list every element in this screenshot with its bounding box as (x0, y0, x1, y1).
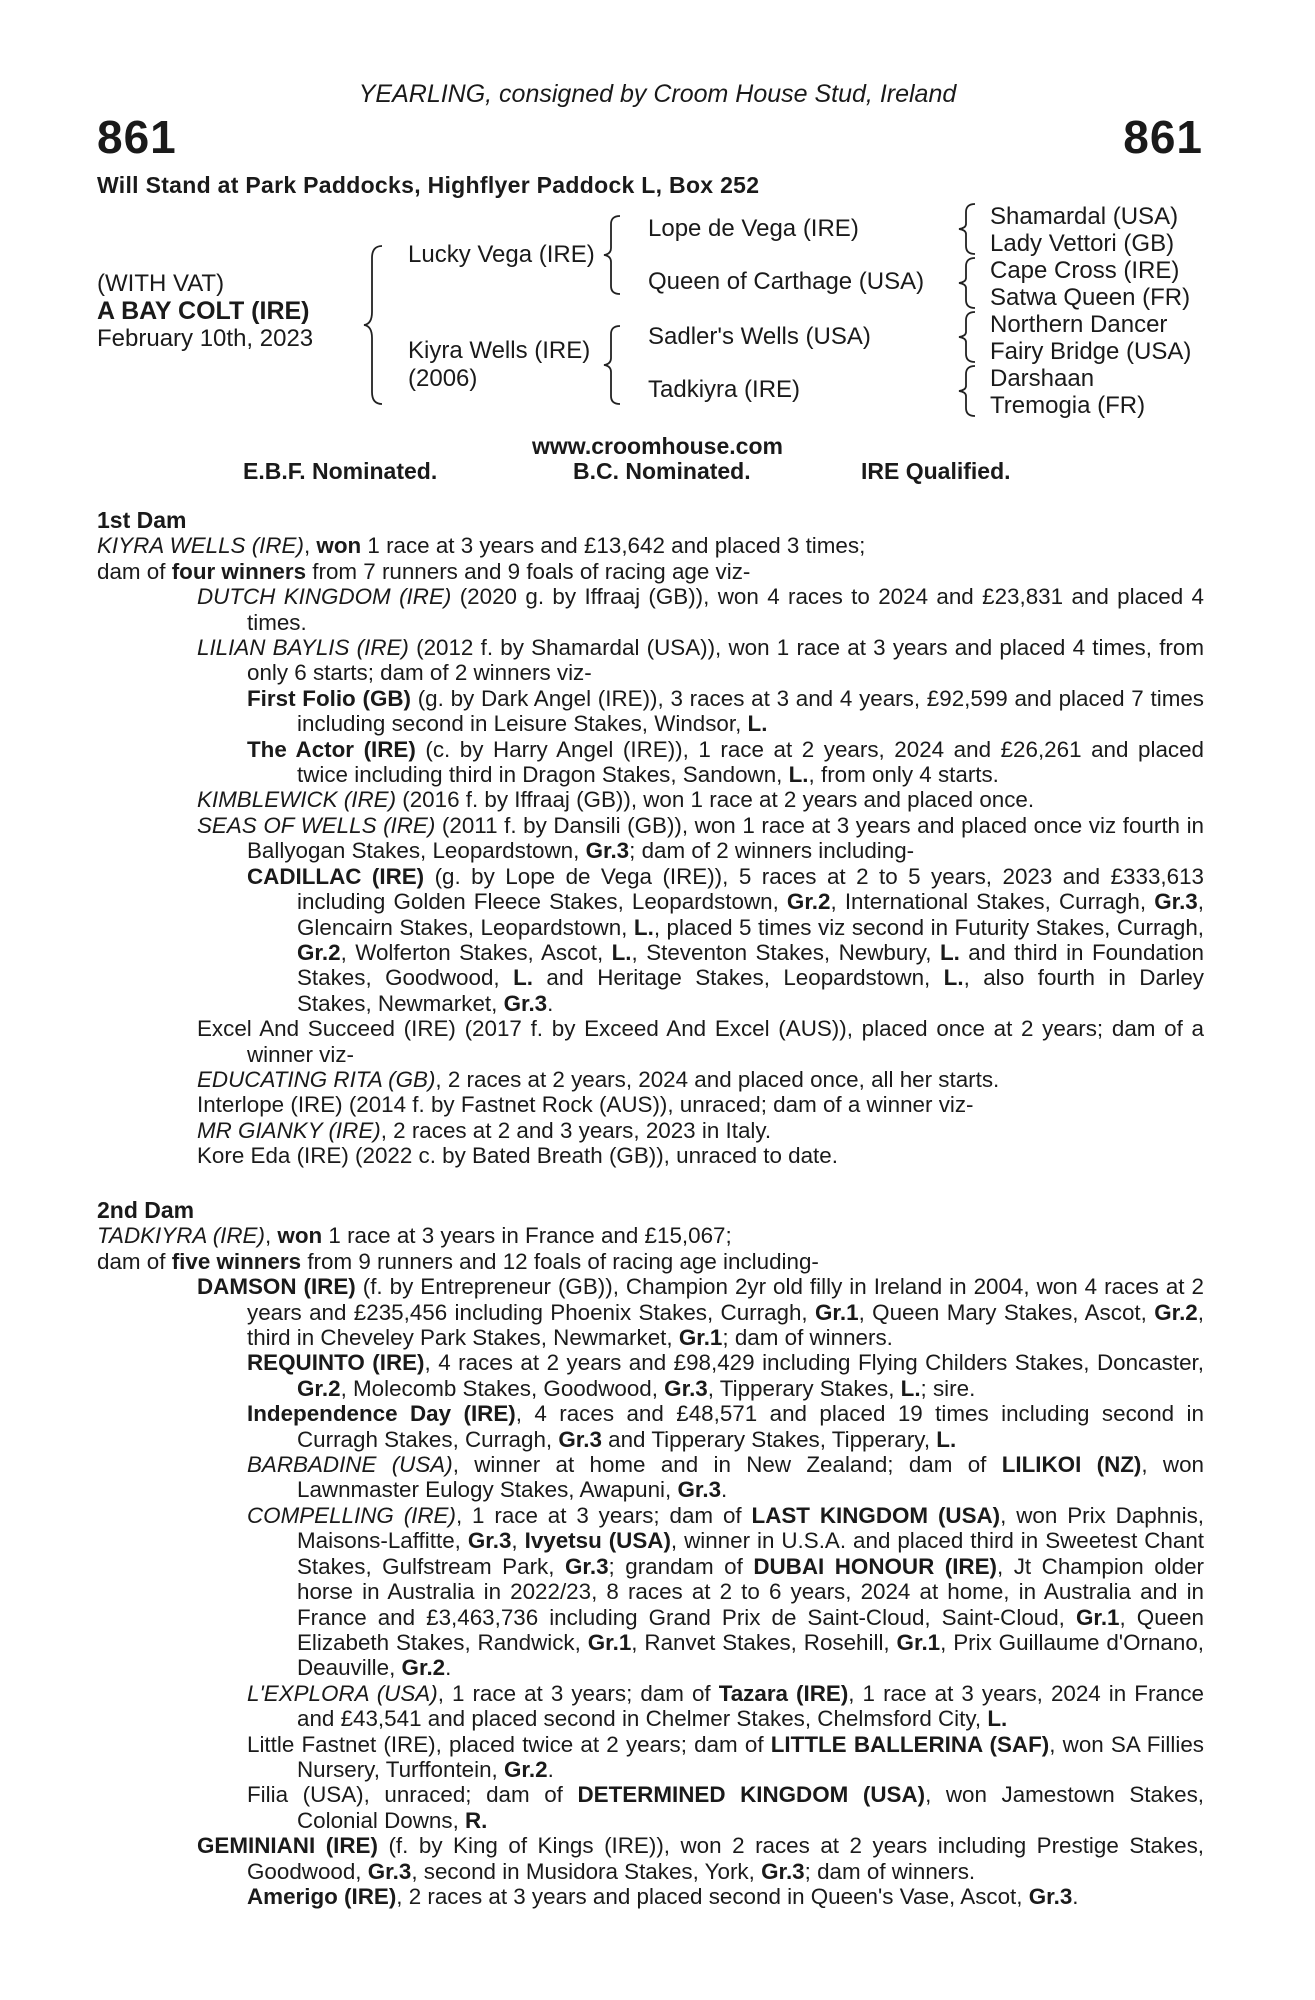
pedigree-brace-gg1 (955, 200, 981, 258)
pedigree-dam-dam: Tadkiyra (IRE) (648, 376, 801, 403)
produce-entry: Little Fastnet (IRE), placed twice at 2 years; dam of LITTLE BALLERINA (SAF), won SA Fillies Nursery, Turffontein, Gr.2. (247, 1731, 1204, 1782)
second-dam-section (97, 1198, 1204, 1909)
first-dam-summary: KIYRA WELLS (IRE), won 1 race at 3 years and £13,642 and placed 3 times; dam of four winners from 7 runners and 9 foals of racing age viz- (97, 533, 866, 584)
first-dam-section (97, 508, 1204, 1169)
produce-entry: First Folio (GB) (g. by Dark Angel (IRE)), 3 races at 3 and 4 years, £92,599 and placed 7 times including second in Leisure Stakes, Windsor, L. (247, 685, 1204, 737)
ire-qualified: IRE Qualified. (861, 458, 1011, 484)
pedigree-dam-sire: Sadler's Wells (USA) (648, 323, 871, 350)
pedigree-dam: Kiyra Wells (IRE) (408, 337, 591, 364)
stand-location: Will Stand at Park Paddocks, Highflyer Paddock L, Box 252 (97, 172, 760, 198)
pedigree-brace-gg3 (955, 308, 981, 366)
produce-entry: EDUCATING RITA (GB), 2 races at 2 years, 2024 and placed once, all her starts. (197, 1066, 1000, 1092)
pedigree-ggp-4: Satwa Queen (FR) (990, 284, 1191, 311)
produce-entry: DAMSON (IRE) (f. by Entrepreneur (GB)), Champion 2yr old filly in Ireland in 2004, won 4 races at 2 years and £235,456 including Phoenix Stakes, Curragh, Gr.1, Queen Mary Stakes, Ascot, Gr.2, third in Cheveley Park Stakes, Newmarket, Gr.1; dam of winners. (197, 1274, 1204, 1351)
produce-entry: Filia (USA), unraced; dam of DETERMINED KINGDOM (USA), won Jamestown Stakes, Colonial Downs, R. (247, 1782, 1205, 1833)
website-link[interactable]: www.croomhouse.com (532, 433, 783, 459)
pedigree-ggp-2: Lady Vettori (GB) (990, 230, 1175, 257)
produce-entry: Independence Day (IRE), 4 races and £48,571 and placed 19 times including second in Curragh Stakes, Curragh, Gr.3 and Tipperary Stakes, Tipperary, L. (247, 1401, 1204, 1452)
produce-entry: Interlope (IRE) (2014 f. by Fastnet Rock (AUS)), unraced; dam of a winner viz- (197, 1092, 974, 1118)
bc-nominated: B.C. Nominated. (573, 458, 751, 484)
pedigree-brace-sire (600, 210, 626, 300)
produce-entry: REQUINTO (IRE), 4 races at 2 years and £98,429 including Flying Childers Stakes, Doncaster, Gr.2, Molecomb Stakes, Goodwood, Gr.3, Tipperary Stakes, L.; sire. (247, 1350, 1204, 1401)
pedigree-ggp-6: Fairy Bridge (USA) (990, 338, 1192, 365)
produce-entry: MR GIANKY (IRE), 2 races at 2 and 3 years, 2023 in Italy. (197, 1117, 772, 1143)
pedigree-ggp-1: Shamardal (USA) (990, 203, 1179, 230)
sale-heading: YEARLING, consigned by Croom House Stud, Ireland (358, 80, 957, 108)
pedigree-sire-dam: Queen of Carthage (USA) (648, 268, 925, 295)
lot-number-right: 861 (1123, 111, 1203, 163)
pedigree-ggp-3: Cape Cross (IRE) (990, 257, 1180, 284)
pedigree-brace-gg4 (955, 362, 981, 420)
produce-entry: Excel And Succeed (IRE) (2017 f. by Exceed And Excel (AUS)), placed once at 2 years; dam of a winner viz- (197, 1016, 1204, 1067)
produce-entry: L'EXPLORA (USA), 1 race at 3 years; dam of Tazara (IRE), 1 race at 3 years, 2024 in France and £43,541 and placed second in Chelmer Stakes, Chelmsford City, L. (247, 1680, 1204, 1732)
pedigree-ggp-8: Tremogia (FR) (990, 392, 1146, 419)
second-dam-heading: 2nd Dam (97, 1197, 195, 1223)
produce-entry: Amerigo (IRE), 2 races at 3 years and placed second in Queen's Vase, Ascot, Gr.3. (247, 1883, 1079, 1909)
horse-name: A BAY COLT (IRE) (97, 297, 310, 325)
pedigree-dam-year: (2006) (408, 365, 478, 392)
pedigree-brace-gg2 (955, 254, 981, 312)
second-dam-summary: TADKIYRA (IRE), won 1 race at 3 years in France and £15,067; dam of five winners from 9 runners and 12 foals of racing age including- (97, 1223, 819, 1274)
produce-entry: Kore Eda (IRE) (2022 c. by Bated Breath (GB)), unraced to date. (197, 1143, 838, 1169)
lot-number-left: 861 (97, 111, 177, 163)
pedigree-sire-sire: Lope de Vega (IRE) (648, 215, 859, 242)
produce-entry: COMPELLING (IRE), 1 race at 3 years; dam of LAST KINGDOM (USA), won Prix Daphnis, Maisons-Laffitte, Gr.3, Ivyetsu (USA), winner in U.S.A. and placed third in Sweetest Chant Stakes, Gulfstream Park, Gr.3; grandam of DUBAI HONOUR (IRE), Jt Champion older horse in Australia in 2022/23, 8 races at 2 to 6 years, 2024 at home, in Australia and in France and £3,463,736 including Grand Prix de Saint-Cloud, Saint-Cloud, Gr.1, Queen Elizabeth Stakes, Randwick, Gr.1, Ranvet Stakes, Rosehill, Gr.1, Prix Guillaume d'Ornano, Deauville, Gr.2. (247, 1502, 1205, 1681)
produce-entry: SEAS OF WELLS (IRE) (2011 f. by Dansili (GB)), won 1 race at 3 years and placed once viz fourth in Ballyogan Stakes, Leopardstown, Gr.3; dam of 2 winners including- (197, 812, 1205, 864)
pedigree-sire: Lucky Vega (IRE) (408, 241, 595, 268)
ebf-nominated: E.B.F. Nominated. (243, 458, 438, 484)
vat-note: (WITH VAT) (97, 270, 225, 297)
produce-entry: GEMINIANI (IRE) (f. by King of Kings (IRE)), won 2 races at 2 years including Prestige Stakes, Goodwood, Gr.3, second in Musidora Stakes, York, Gr.3; dam of winners. (197, 1833, 1204, 1884)
foaling-date: February 10th, 2023 (97, 325, 314, 352)
pedigree-ggp-5: Northern Dancer (990, 311, 1168, 338)
pedigree-brace-main (360, 240, 390, 410)
produce-entry: The Actor (IRE) (c. by Harry Angel (IRE)), 1 race at 2 years, 2024 and £26,261 and placed twice including third in Dragon Stakes, Sandown, L., from only 4 starts. (247, 736, 1205, 788)
produce-entry: CADILLAC (IRE) (g. by Lope de Vega (IRE)), 5 races at 2 to 5 years, 2023 and £333,613 including Golden Fleece Stakes, Leopardstown, Gr.2, International Stakes, Curragh, Gr.3, Glencairn Stakes, Leopardstown, L., placed 5 times viz second in Futurity Stakes, Curragh, Gr.2, Wolferton Stakes, Ascot, L., Steventon Stakes, Newbury, L. and third in Foundation Stakes, Goodwood, L. and Heritage Stakes, Leopardstown, L., also fourth in Darley Stakes, Newmarket, Gr.3. (247, 863, 1204, 1016)
produce-entry: DUTCH KINGDOM (IRE) (2020 g. by Iffraaj (GB)), won 4 races to 2024 and £23,831 and placed 4 times. (197, 584, 1204, 635)
pedigree-brace-dam (600, 320, 626, 410)
produce-entry: LILIAN BAYLIS (IRE) (2012 f. by Shamardal (USA)), won 1 race at 3 years and placed 4 times, from only 6 starts; dam of 2 winners viz- (197, 635, 1204, 686)
pedigree-ggp-7: Darshaan (990, 365, 1095, 392)
produce-entry: BARBADINE (USA), winner at home and in New Zealand; dam of LILIKOI (NZ), won Lawnmaster Eulogy Stakes, Awapuni, Gr.3. (247, 1452, 1204, 1503)
produce-entry: KIMBLEWICK (IRE) (2016 f. by Iffraaj (GB)), won 1 race at 2 years and placed once. (197, 787, 1035, 813)
first-dam-heading: 1st Dam (97, 507, 187, 533)
